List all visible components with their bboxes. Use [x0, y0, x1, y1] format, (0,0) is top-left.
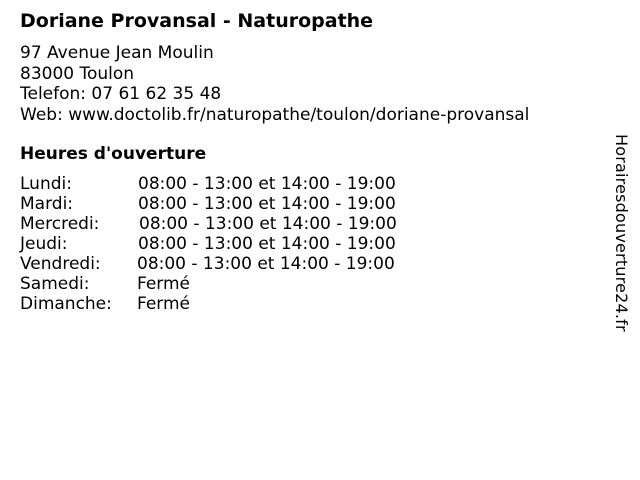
street-address: 97 Avenue Jean Moulin: [20, 43, 214, 63]
hours-row-dimanche: [20, 294, 397, 314]
hours-row-jeudi: [20, 234, 397, 254]
day-label: Dimanche:: [20, 294, 112, 314]
site-watermark: Horairesdouverture24.fr: [612, 134, 631, 332]
hours-row-mercredi: [20, 214, 397, 234]
closed-status: Fermé: [137, 274, 191, 294]
website-url: Web: www.doctolib.fr/naturopathe/toulon/doriane-provansal: [20, 104, 530, 125]
time-range: 08:00 - 13:00 et 14:00 - 19:00: [139, 214, 397, 234]
hours-row-mardi: [20, 194, 397, 214]
day-label: Mardi:: [20, 194, 74, 214]
time-range: 08:00 - 13:00 et 14:00 - 19:00: [138, 174, 396, 194]
day-label: Lundi:: [20, 174, 72, 194]
business-title: Doriane Provansal - Naturopathe: [20, 10, 374, 32]
opening-hours-table: [20, 174, 397, 314]
hours-row-samedi: [20, 274, 397, 294]
phone-number: Telefon: 07 61 62 35 48: [20, 84, 222, 104]
day-label: Mercredi:: [20, 214, 100, 234]
city-postcode: 83000 Toulon: [20, 63, 135, 84]
day-label: Samedi:: [20, 274, 90, 294]
time-range: 08:00 - 13:00 et 14:00 - 19:00: [137, 254, 395, 274]
closed-status: Fermé: [137, 294, 191, 314]
time-range: 08:00 - 13:00 et 14:00 - 19:00: [138, 194, 396, 214]
opening-hours-heading: Heures d'ouverture: [20, 144, 207, 164]
time-range: 08:00 - 13:00 et 14:00 - 19:00: [138, 234, 396, 254]
contact-block: [20, 43, 529, 125]
hours-row-lundi: [20, 174, 397, 194]
day-label: Vendredi:: [20, 254, 101, 274]
day-label: Jeudi:: [20, 234, 68, 254]
hours-row-vendredi: [20, 254, 397, 274]
